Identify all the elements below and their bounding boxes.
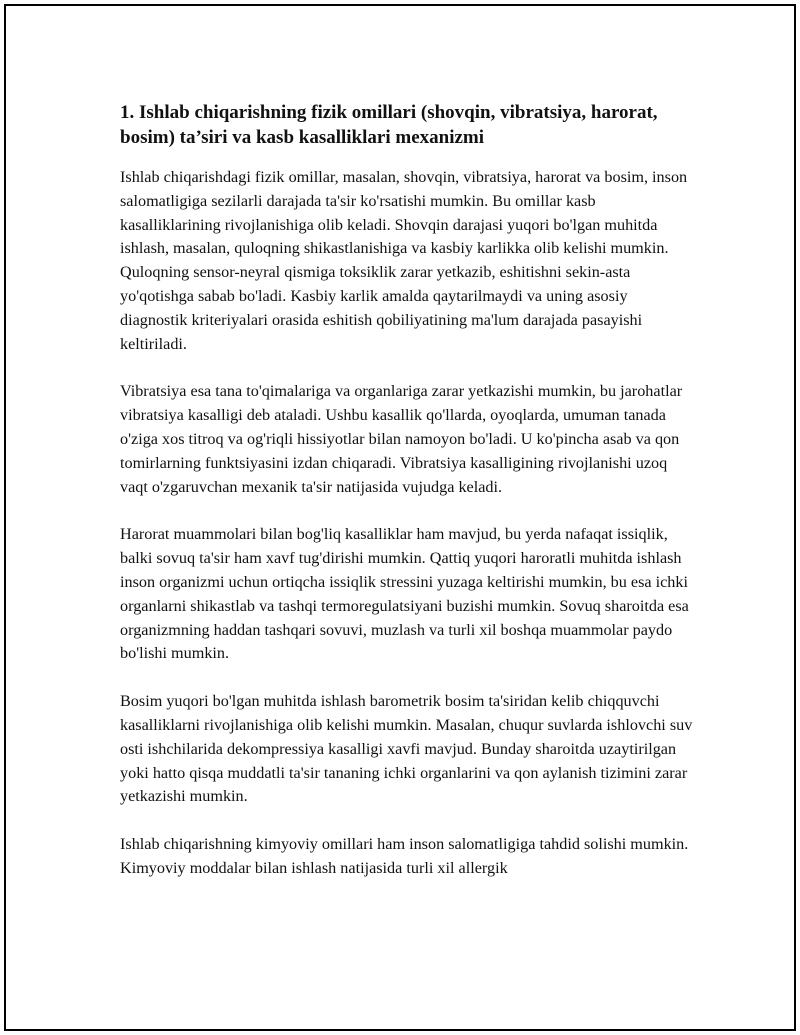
paragraph-vibration: Vibratsiya esa tana to'qimalariga va organlariga zarar yetkazishi mumkin, bu jarohatlar vibratsiya kasalligi deb ataladi. Ushbu kasallik qo'llarda, oyoqlarda, umuman tanada o'ziga xos titroq va og'riqli hissiyotlar bilan namoyon bo'ladi. U ko'pincha asab va qon tomirlarning funktsiyasini izdan chiqaradi. Vibratsiya kasalligining rivojlanishi uzoq vaqt o'zgaruvchan mexanik ta'sir natijasida vujudga keladi. bbox=[120, 382, 683, 496]
paragraph-noise: Ishlab chiqarishdagi fizik omillar, masalan, shovqin, vibratsiya, harorat va bosim, inson salomatligiga sezilarli darajada ta'sir ko'rsatishi mumkin. Bu omillar kasb kasalliklarining rivojlanishiga olib keladi. Shovqin darajasi yuqori bo'lgan muhitda ishlash, masalan, quloqning shikastlanishiga va kasbiy karlikka olib kelishi mumkin. Quloqning sensor-neyral qismiga toksiklik zarar yetkazib, eshitishni sekin-asta yo'qotishga sabab bo'ladi. Kasbiy karlik amalda qaytarilmaydi va uning asosiy diagnostik kriteriyalari orasida eshitish qobiliyatining ma'lum darajada pasayishi keltiriladi. bbox=[120, 168, 688, 353]
page-frame bbox=[4, 4, 796, 1031]
document-body bbox=[120, 100, 698, 905]
paragraph-pressure: Bosim yuqori bo'lgan muhitda ishlash barometrik bosim ta'siridan kelib chiqquvchi kasalliklarni rivojlanishiga olib kelishi mumkin. Masalan, chuqur suvlarda ishlovchi suv osti ishchilarida dekompressiya kasalligi xavfi mavjud. Bunday sharoitda uzaytirilgan yoki hatto qisqa muddatli ta'sir tananing ichki organlarini va qon aylanish tizimini zarar yetkazishi mumkin. bbox=[120, 692, 693, 806]
section-heading: 1. Ishlab chiqarishning fizik omillari (shovqin, vibratsiya, harorat, bosim) ta’siri va kasb kasalliklari mexanizmi bbox=[120, 102, 658, 148]
paragraph-temperature: Harorat muammolari bilan bog'liq kasalliklar ham mavjud, bu yerda nafaqat issiqlik, balki sovuq ta'sir ham xavf tug'dirishi mumkin. Qattiq yuqori haroratli muhitda ishlash inson organizmi uchun ortiqcha issiqlik stressini yuzaga keltirishi mumkin, bu esa ichki organlarni shikastlab va tashqi termoregulatsiyani buzishi mumkin. Sovuq sharoitda esa organizmning haddan tashqari sovuvi, muzlash va turli xil boshqa muammolar paydo bo'lishi mumkin. bbox=[120, 525, 689, 663]
paragraph-chemical: Ishlab chiqarishning kimyoviy omillari ham inson salomatligiga tahdid solishi mumkin. Kimyoviy moddalar bilan ishlash natijasida turli xil allergik bbox=[120, 835, 689, 877]
